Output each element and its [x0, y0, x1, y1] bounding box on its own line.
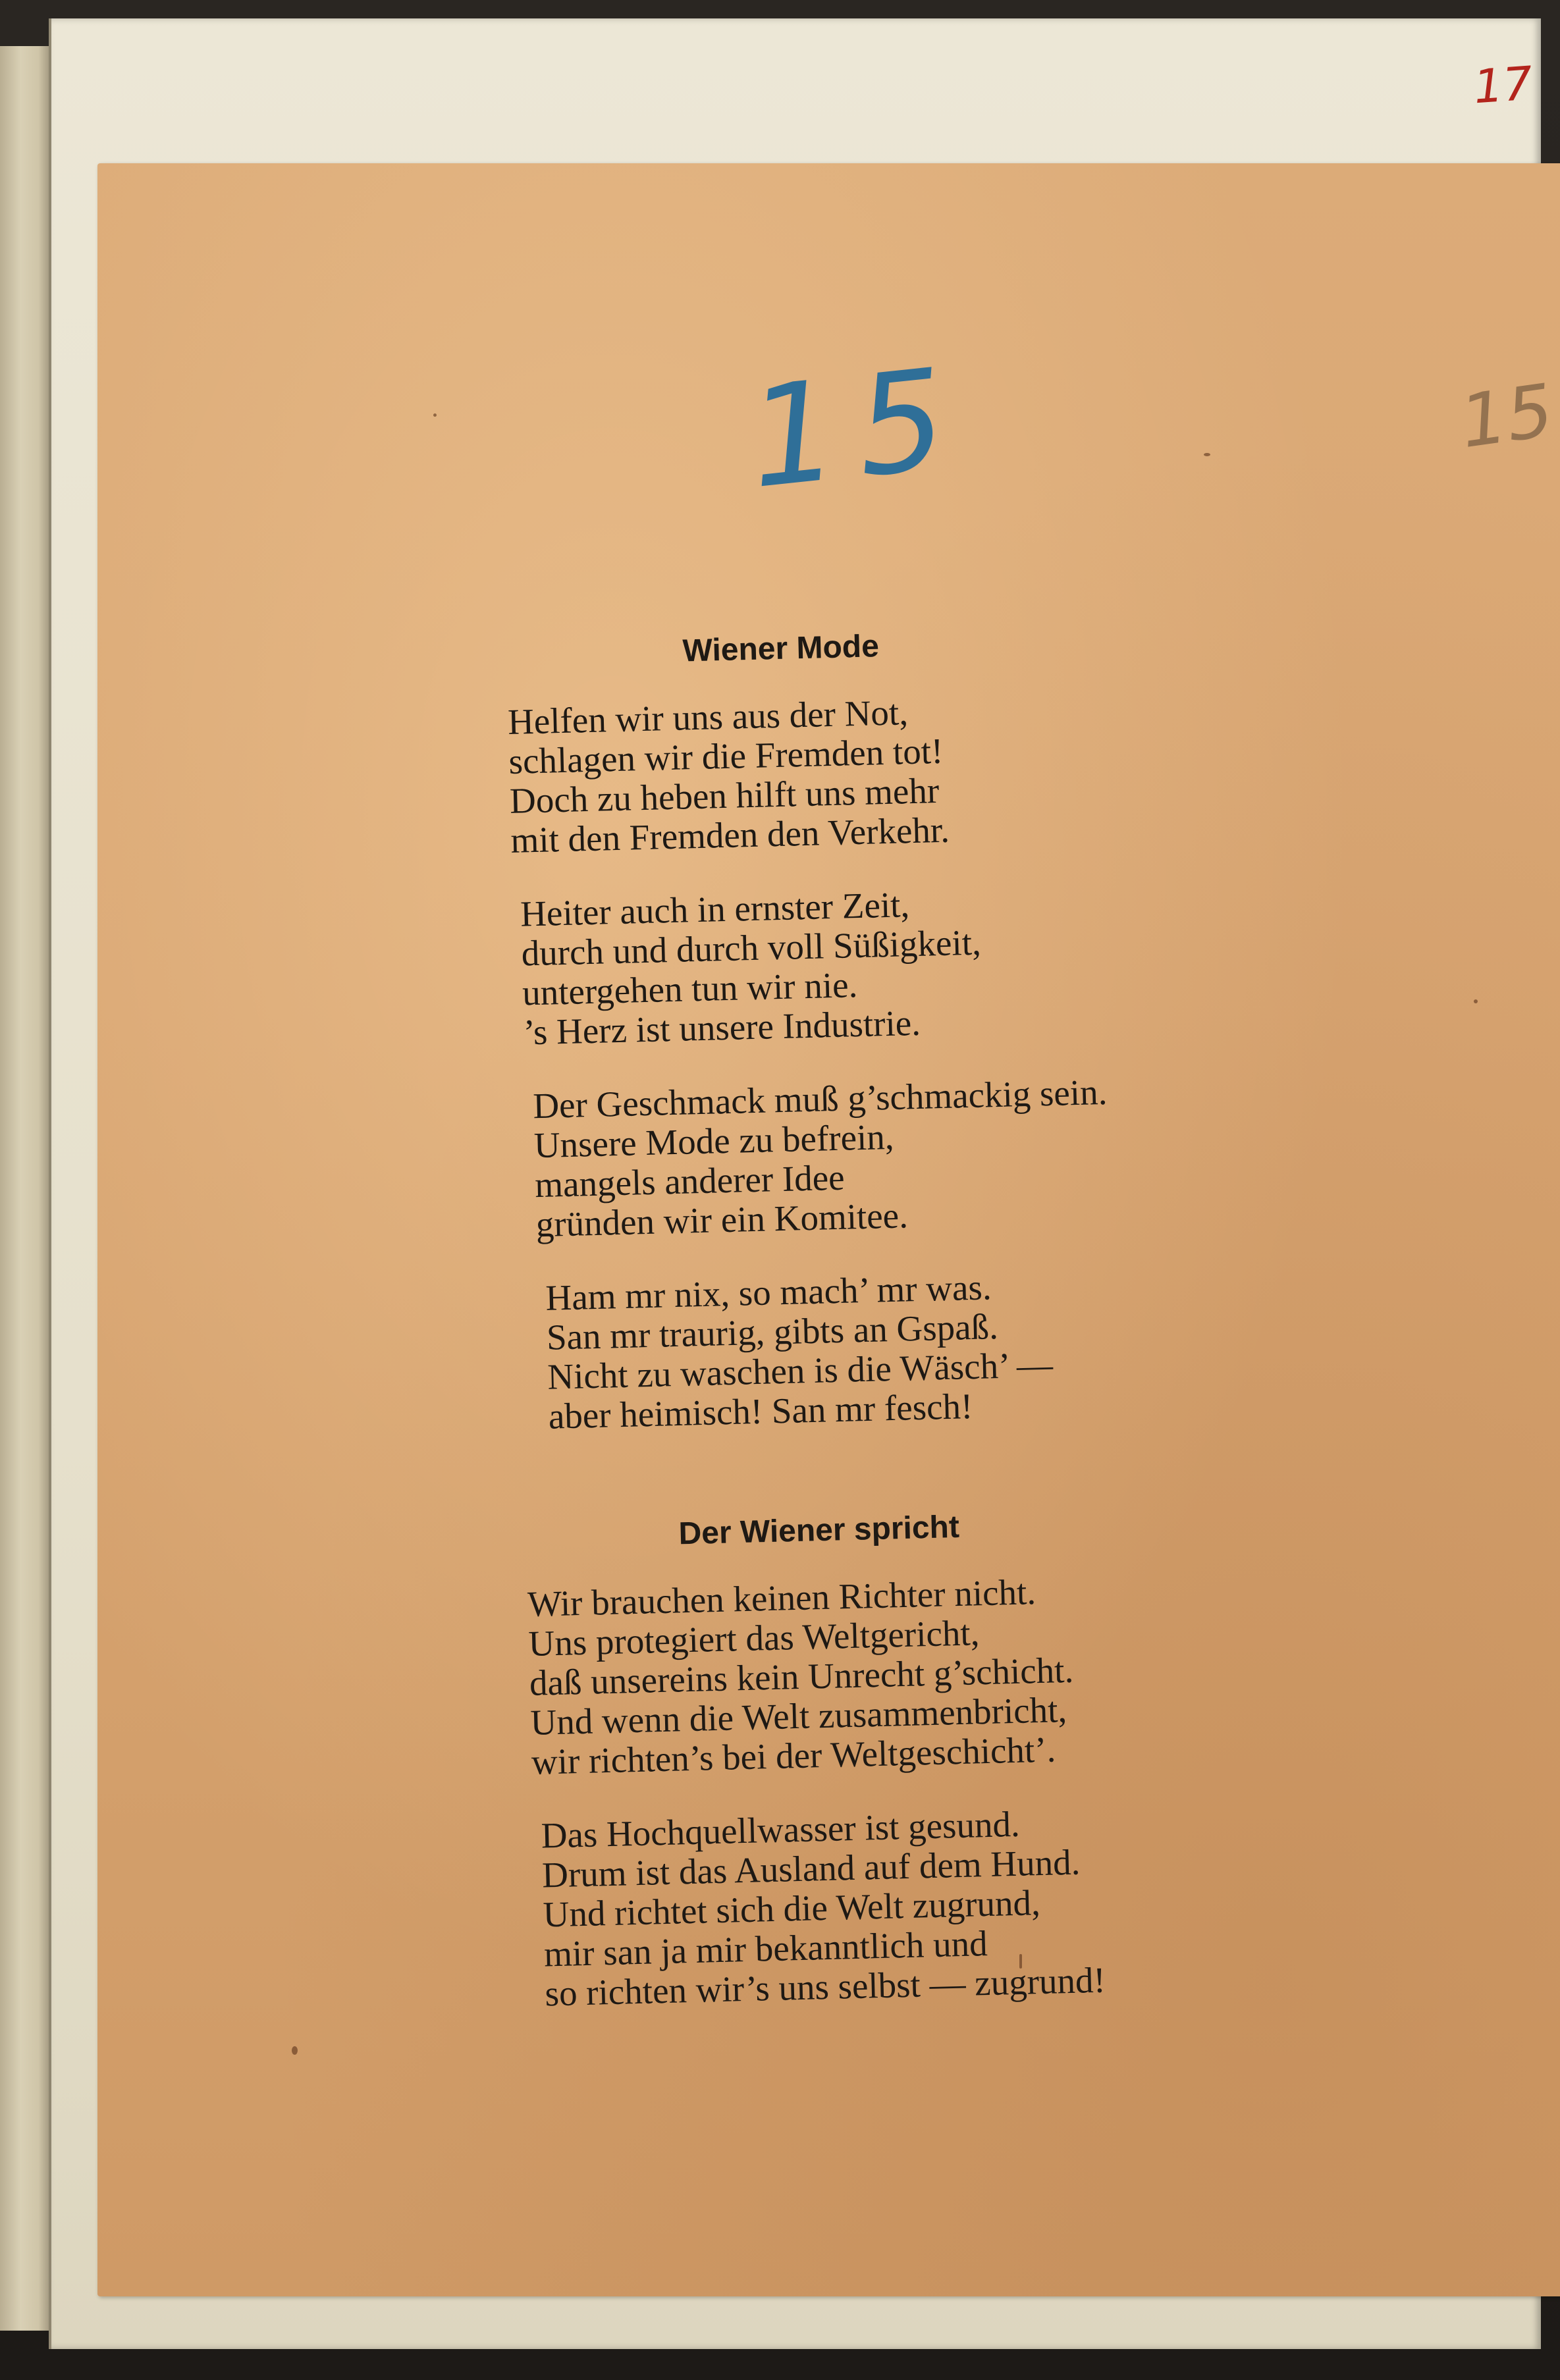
- poem-wiener-mode: [506, 618, 1316, 1471]
- newspaper-clipping: [97, 163, 1560, 2296]
- album-binding: [0, 46, 53, 2331]
- stanza: [520, 876, 1306, 1053]
- poem-line: daß unsereins kein Unrecht g’schicht.: [529, 1649, 1074, 1703]
- poem-line: wir richten’s bei der Weltgeschicht’.: [531, 1729, 1056, 1782]
- stanza: [533, 1067, 1311, 1244]
- poem-line: Unsere Mode zu befrein,: [533, 1116, 895, 1166]
- poem-line: Nicht zu waschen is die Wäsch’ —: [547, 1344, 1054, 1397]
- poem-line: ’s Herz ist unsere Industrie.: [522, 1002, 921, 1053]
- poem-line: mir san ja mir bekanntlich und: [543, 1923, 988, 1974]
- poem-line: Und richtet sich die Welt zugrund,: [542, 1882, 1041, 1935]
- poem-line: San mr traurig, gibts an Gspaß.: [546, 1306, 999, 1358]
- poem-line: Uns protegiert das Weltgericht,: [527, 1612, 981, 1664]
- poem-line: Und wenn die Welt zusammenbricht,: [529, 1689, 1067, 1743]
- poem-line: durch und durch voll Süßigkeit,: [520, 922, 982, 974]
- poem-line: so richten wir’s uns selbst — zugrund!: [544, 1959, 1106, 2014]
- poem-title: Der Wiener spricht: [678, 1509, 960, 1552]
- poem-line: Drum ist das Ausland auf dem Hund.: [541, 1841, 1081, 1895]
- poem-line: mit den Fremden den Verkehr.: [510, 809, 950, 860]
- stanza: [541, 1797, 1328, 2014]
- folio-number: 17: [1472, 56, 1534, 115]
- blue-crayon-number: 15: [741, 336, 973, 520]
- stanza: [507, 683, 1301, 860]
- stanza: [527, 1566, 1322, 1782]
- poem-line: Wir brauchen keinen Richter nicht.: [527, 1572, 1036, 1624]
- poem-der-wiener-spricht: [525, 1500, 1328, 2048]
- album-page: [49, 18, 1559, 2349]
- poem-line: gründen wir ein Komitee.: [535, 1195, 909, 1245]
- poem-line: untergehen tun wir nie.: [522, 965, 858, 1013]
- poem-line: Der Geschmack muß g’schmackig sein.: [532, 1071, 1108, 1126]
- poem-line: mangels anderer Idee: [534, 1157, 846, 1205]
- poem-line: Doch zu heben hilft uns mehr: [509, 770, 940, 821]
- poem-line: aber heimisch! San mr fesch!: [548, 1386, 973, 1437]
- poem-line: Ham mr nix, so mach’ mr was.: [545, 1267, 992, 1318]
- poem-line: Heiter auch in ernster Zeit,: [520, 884, 910, 934]
- stanza: [545, 1259, 1316, 1436]
- poem-line: Helfen wir uns aus der Not,: [507, 692, 909, 742]
- poem-line: Das Hochquellwasser ist gesund.: [540, 1803, 1021, 1856]
- pencil-number: 15: [1455, 367, 1559, 465]
- poem-line: schlagen wir die Fremden tot!: [508, 730, 944, 781]
- poem-title: Wiener Mode: [682, 629, 880, 669]
